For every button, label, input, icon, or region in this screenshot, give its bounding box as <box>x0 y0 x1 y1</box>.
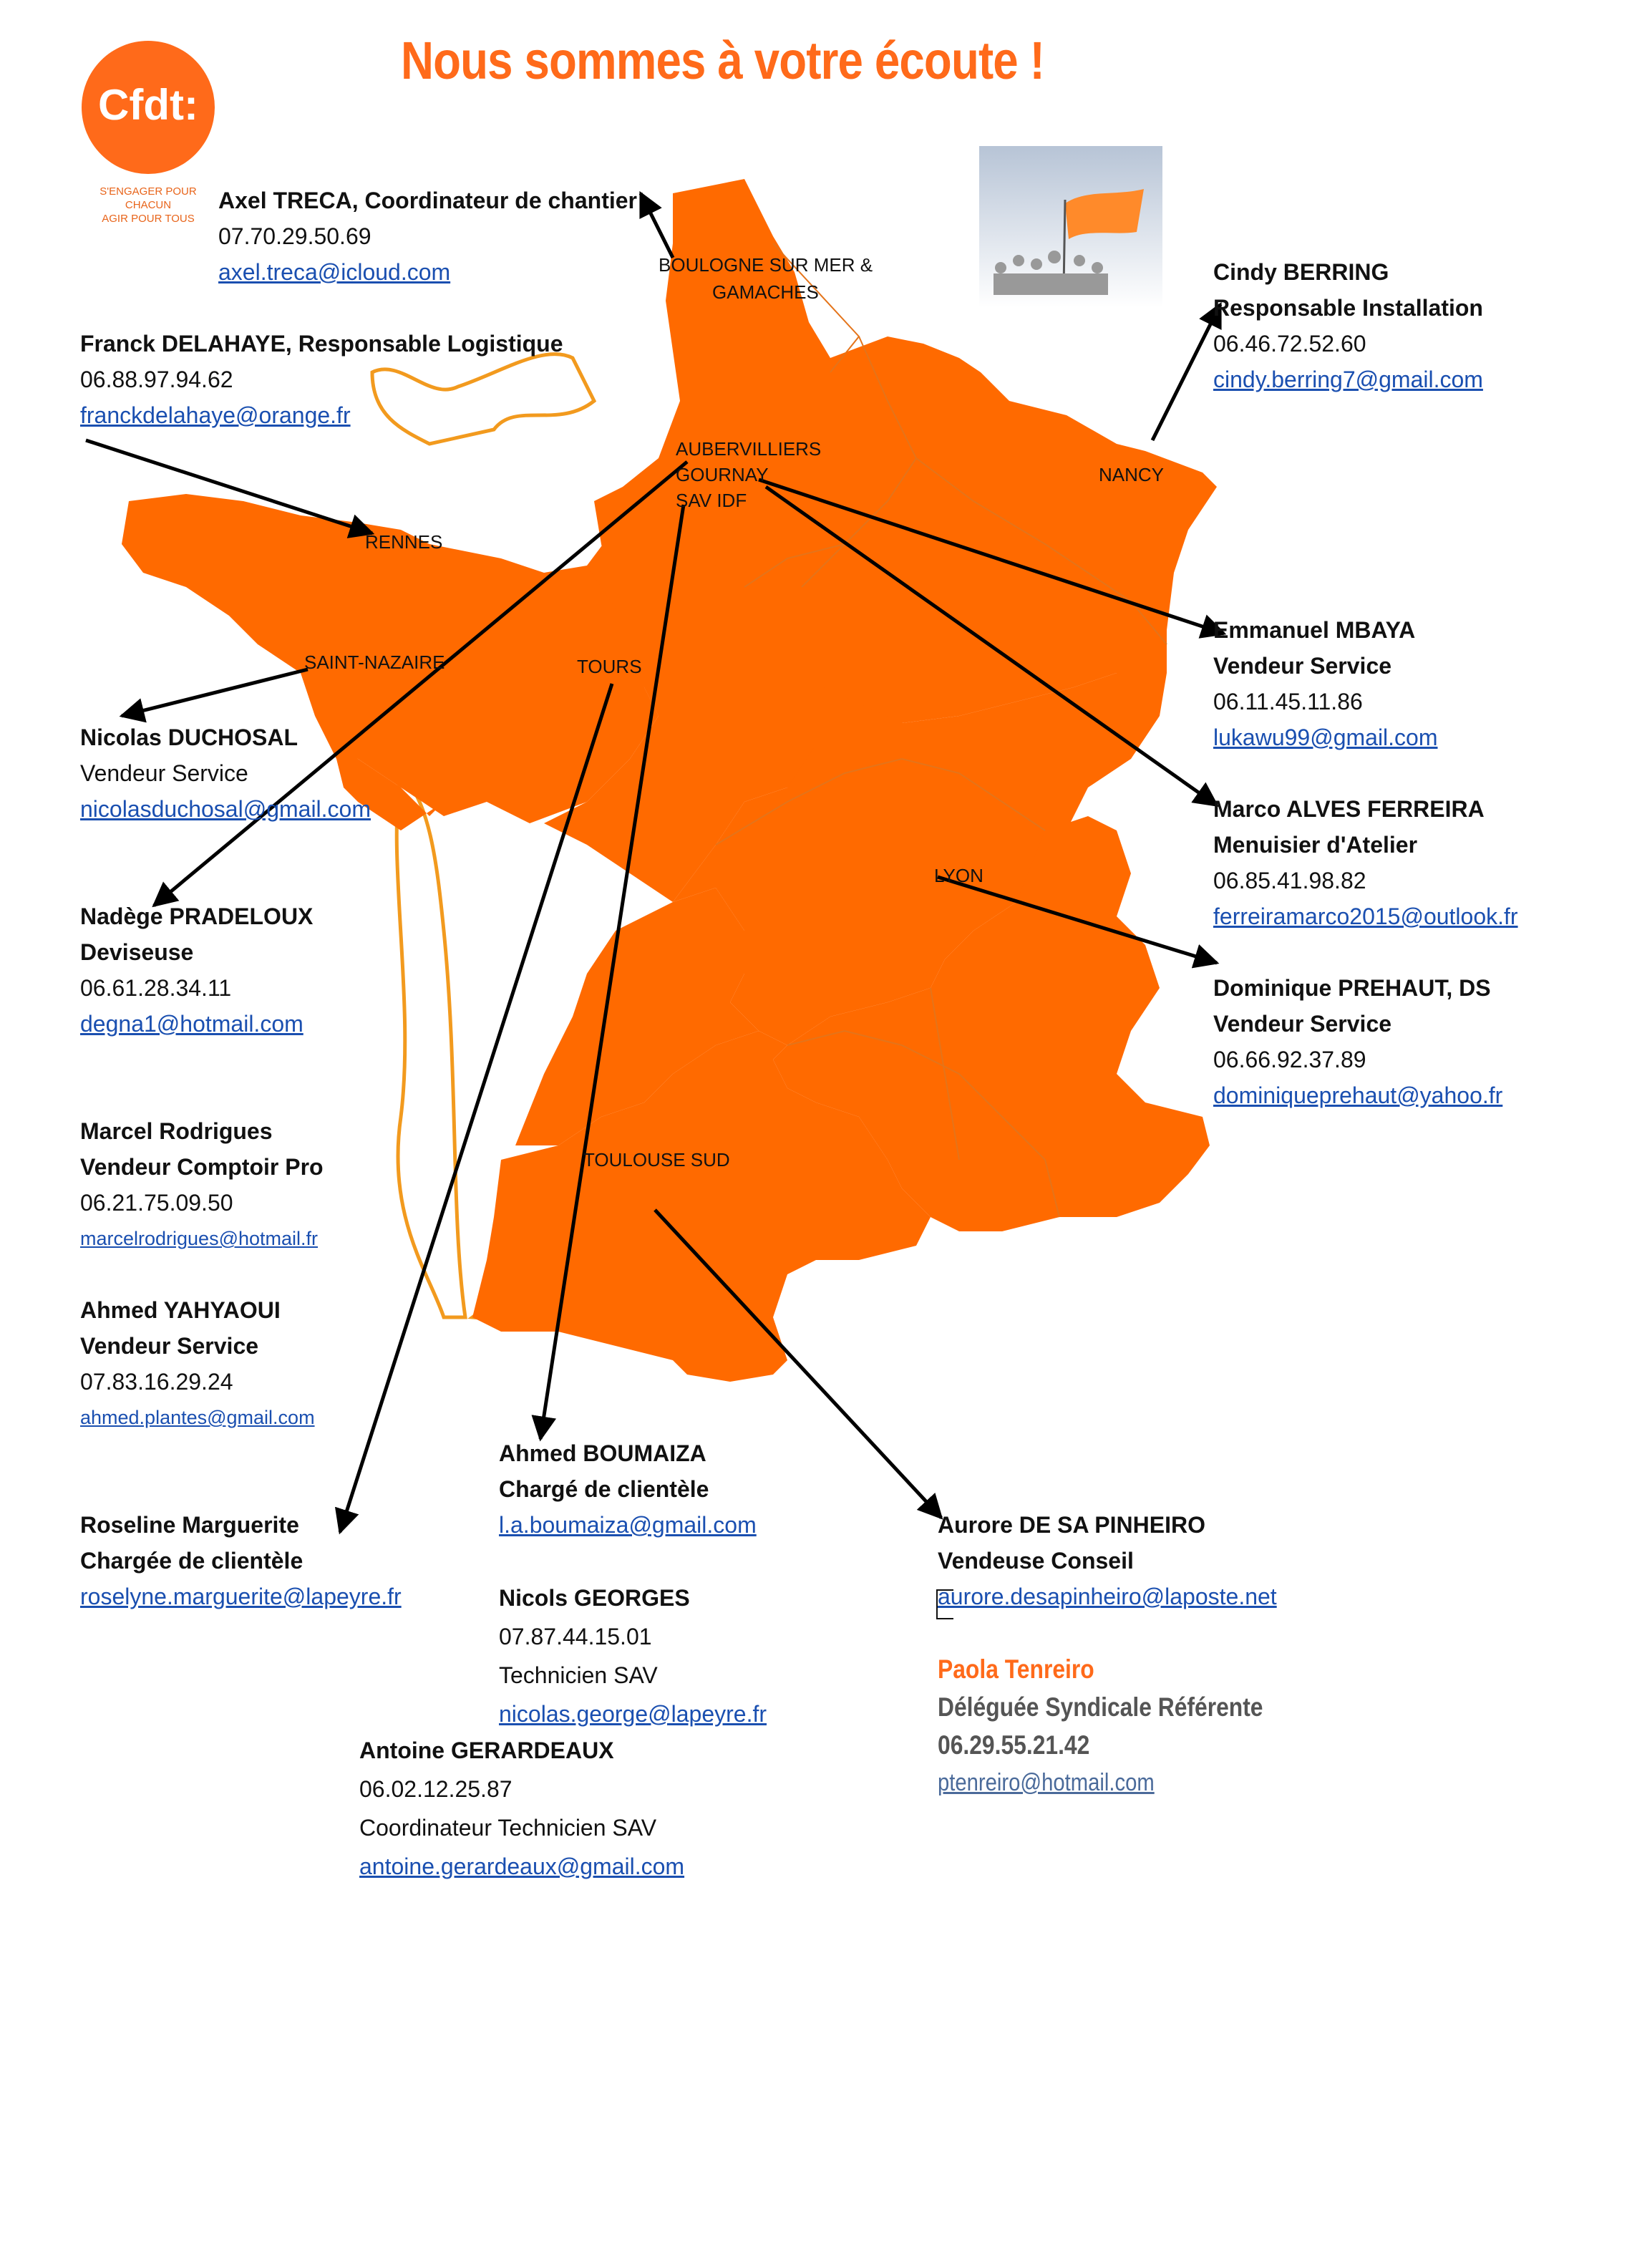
contact-phone: 06.11.45.11.86 <box>1213 689 1363 714</box>
svg-text:Cfdt:: Cfdt: <box>98 81 198 129</box>
region-label-rennes: RENNES <box>365 531 443 553</box>
contact-email-link[interactable]: axel.treca@icloud.com <box>218 259 451 285</box>
contact-name: Antoine GERARDEAUX <box>359 1738 614 1763</box>
region-label-lyon: LYON <box>934 865 983 886</box>
contact-name: Axel TRECA, Coordinateur de chantier <box>218 188 637 213</box>
contact-name: Marcel Rodrigues <box>80 1118 273 1144</box>
contact-phone: 07.87.44.15.01 <box>499 1624 652 1649</box>
contact-email-link[interactable]: ahmed.plantes@gmail.com <box>80 1407 315 1428</box>
contact-role: Chargé de clientèle <box>499 1476 709 1502</box>
contact-role: Vendeur Comptoir Pro <box>80 1154 324 1180</box>
contact-ahmed-yahyaoui <box>80 1292 315 1435</box>
contact-franck <box>80 326 563 433</box>
contact-name: Franck DELAHAYE, Responsable Logistique <box>80 331 563 357</box>
contact-role: Vendeur Service <box>1213 1011 1392 1037</box>
contact-role: Technicien SAV <box>499 1662 658 1688</box>
contact-nadege <box>80 898 313 1042</box>
referent-role: Déléguée Syndicale Référente <box>938 1692 1263 1722</box>
contact-emmanuel <box>1213 612 1438 755</box>
contact-name: Emmanuel MBAYA <box>1213 617 1416 643</box>
contact-phone: 06.61.28.34.11 <box>80 975 232 1001</box>
contact-role: Coordinateur Technicien SAV <box>359 1815 657 1841</box>
region-label-boulogne: BOULOGNE SUR MER & <box>659 254 873 276</box>
contact-name: Marco ALVES FERREIRA <box>1213 796 1485 822</box>
contact-role: Vendeur Service <box>80 760 248 786</box>
contact-axel <box>218 183 637 290</box>
contact-nicols <box>499 1579 767 1733</box>
contact-aurore <box>938 1507 1277 1614</box>
contact-phone: 06.66.92.37.89 <box>1213 1047 1366 1072</box>
region-label-nancy: NANCY <box>1099 464 1165 485</box>
contact-email-link[interactable]: degna1@hotmail.com <box>80 1011 303 1037</box>
contact-phone: 06.85.41.98.82 <box>1213 868 1366 893</box>
contact-phone: 06.02.12.25.87 <box>359 1776 513 1802</box>
contact-email-link[interactable]: marcelrodrigues@hotmail.fr <box>80 1228 319 1249</box>
contact-email-link[interactable]: nicolasduchosal@gmail.com <box>80 796 371 822</box>
contact-name: Ahmed BOUMAIZA <box>499 1440 706 1466</box>
contact-email-link[interactable]: cindy.berring7@gmail.com <box>1213 367 1483 392</box>
contact-email-link[interactable]: l.a.boumaiza@gmail.com <box>499 1512 757 1538</box>
region-label-gournay: GOURNAY <box>676 464 769 485</box>
region-label-tours: TOURS <box>577 656 642 677</box>
protest-flag-image <box>979 146 1162 308</box>
contact-cindy <box>1213 254 1483 397</box>
region-label-sav-idf: SAV IDF <box>676 490 747 511</box>
contact-role: Vendeur Service <box>80 1333 259 1359</box>
contact-email-link[interactable]: ferreiramarco2015@outlook.fr <box>1213 903 1518 929</box>
contact-roseline <box>80 1507 402 1614</box>
contact-role: Vendeur Service <box>1213 653 1392 679</box>
contact-email-link[interactable]: dominiqueprehaut@yahoo.fr <box>1213 1082 1503 1108</box>
contact-phone: 06.88.97.94.62 <box>80 367 233 392</box>
contact-role: Menuisier d'Atelier <box>1213 832 1418 858</box>
contact-role: Responsable Installation <box>1213 295 1483 321</box>
contact-name: Cindy BERRING <box>1213 259 1389 285</box>
text-cursor-box <box>936 1589 953 1619</box>
contact-name: Nicols GEORGES <box>499 1585 690 1611</box>
contact-role: Vendeuse Conseil <box>938 1548 1134 1574</box>
contact-phone: 07.70.29.50.69 <box>218 223 371 249</box>
contact-name: Roseline Marguerite <box>80 1512 299 1538</box>
page-title: Nous sommes à votre écoute ! <box>401 31 1044 90</box>
region-label-aubervilliers: AUBERVILLIERS <box>676 438 822 460</box>
referent-block <box>938 1650 1263 1802</box>
contact-name: Dominique PREHAUT, DS <box>1213 975 1491 1001</box>
contact-ahmed-boumaiza <box>499 1435 757 1543</box>
contact-phone: 06.21.75.09.50 <box>80 1190 233 1216</box>
contact-antoine <box>359 1731 684 1886</box>
contact-email-link[interactable]: antoine.gerardeaux@gmail.com <box>359 1853 685 1879</box>
region-label-gamaches: GAMACHES <box>712 281 819 303</box>
contact-email-link[interactable]: nicolas.george@lapeyre.fr <box>499 1701 767 1727</box>
region-label-saint-nazaire: SAINT-NAZAIRE <box>304 651 445 673</box>
contact-role: Chargée de clientèle <box>80 1548 303 1574</box>
contact-nicolas <box>80 719 371 827</box>
logo-tagline: S'ENGAGER POUR CHACUN AGIR POUR TOUS <box>99 185 197 225</box>
contact-name: Nicolas DUCHOSAL <box>80 724 298 750</box>
contact-name: Nadège PRADELOUX <box>80 903 314 929</box>
contact-email-link[interactable]: lukawu99@gmail.com <box>1213 724 1438 750</box>
contact-role: Deviseuse <box>80 939 194 965</box>
contact-marco <box>1213 791 1518 934</box>
cfdt-logo <box>80 39 216 175</box>
contact-name: Aurore DE SA PINHEIRO <box>938 1512 1205 1538</box>
contact-marcel <box>80 1113 324 1256</box>
contact-dominique <box>1213 970 1502 1113</box>
region-label-toulouse: TOULOUSE SUD <box>583 1149 730 1171</box>
contact-phone: 06.46.72.52.60 <box>1213 331 1366 357</box>
referent-email-link[interactable]: ptenreiro@hotmail.com <box>938 1769 1155 1796</box>
contact-phone: 07.83.16.29.24 <box>80 1369 233 1395</box>
contact-email-link[interactable]: franckdelahaye@orange.fr <box>80 402 351 428</box>
contact-email-link[interactable]: roselyne.marguerite@lapeyre.fr <box>80 1584 402 1609</box>
contact-name: Ahmed YAHYAOUI <box>80 1297 281 1323</box>
referent-name: Paola Tenreiro <box>938 1654 1094 1684</box>
contact-email-link[interactable]: aurore.desapinheiro@laposte.net <box>938 1584 1277 1609</box>
referent-phone: 06.29.55.21.42 <box>938 1730 1090 1760</box>
